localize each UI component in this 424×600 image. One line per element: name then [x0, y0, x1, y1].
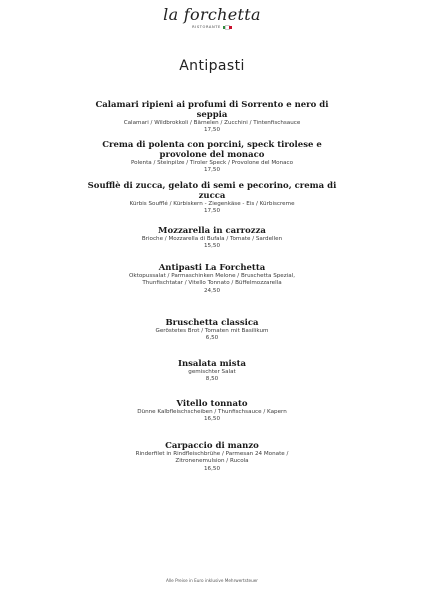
- dish-price: 15,50: [203, 243, 220, 250]
- dish-price: 17,50: [203, 208, 220, 215]
- menu-item: [80, 441, 344, 473]
- logo-subtitle: RISTORANTE: [192, 25, 221, 29]
- dish-description: Oktopussalat / Parmaschinken Melone / Bruschetta Spezial,: [128, 273, 295, 279]
- italian-flag-icon: [223, 26, 232, 29]
- menu-item: [80, 318, 344, 343]
- dish-price: 17,50: [203, 167, 220, 174]
- flag-stripe-red: [229, 26, 232, 29]
- menu-item: [80, 226, 344, 251]
- menu-item: [80, 100, 344, 135]
- dish-name: Vitello tonnato: [176, 399, 248, 409]
- restaurant-logo: [0, 6, 424, 29]
- dish-description: Thunfischtatar / Vitello Tonnato / Büffelmozzarella: [142, 280, 282, 287]
- dish-name: Crema di polenta con porcini, speck tirolese e provolone del monaco: [102, 140, 322, 160]
- menu-item: [80, 399, 344, 424]
- dish-description: gemischter Salat: [188, 369, 236, 375]
- dish-name: Carpaccio di manzo: [165, 441, 259, 451]
- price-note: Alle Preise in Euro inklusive Mehrwertsteuer: [165, 578, 259, 583]
- dish-price: 6,50: [205, 335, 219, 342]
- dish-name: Bruschetta classica: [165, 318, 259, 328]
- logo-subline: [0, 25, 424, 29]
- dish-description: Calamari / Wildbrokkoli / Bärnelen / Zucchini / Tintenfischsauce: [123, 120, 301, 126]
- dish-description: Rinderfilet in Rindfleischbrühe / Parmesan 24 Monate /: [135, 451, 289, 457]
- dish-description: Zitronenemulsion / Rucola: [175, 458, 249, 465]
- logo-wordmark: la forchetta: [163, 5, 261, 24]
- dish-description: Geröstetes Brot / Tomaten mit Basilikum: [155, 328, 269, 334]
- dish-description: Brioche / Mozzarella di Bufala / Tomate / Sardellen: [141, 236, 283, 242]
- dish-description: Dünne Kalbfleischscheiben / Thunfischsauce / Kapern: [137, 409, 287, 415]
- dish-description: Kürbis Soufflé / Kürbiskern - Ziegenkäse - Eis / Kürbiscreme: [129, 201, 295, 207]
- dish-name: Antipasti La Forchetta: [158, 263, 266, 273]
- dish-price: 8,50: [205, 376, 219, 383]
- dish-price: 16,50: [203, 416, 220, 423]
- page-title: Antipasti: [179, 58, 245, 74]
- dish-name: Calamari ripieni ai profumi di Sorrento e nero di seppia: [95, 100, 329, 120]
- menu-item: [80, 263, 344, 295]
- menu-item: [80, 140, 344, 175]
- menu-item: [80, 359, 344, 384]
- menu-item: [80, 181, 344, 216]
- dish-name: Insalata mista: [177, 359, 247, 369]
- dish-description: Polenta / Steinpilze / Tiroler Speck / Provolone del Monaco: [130, 160, 294, 166]
- dish-name: Soufflè di zucca, gelato di semi e pecorino, crema di zucca: [87, 181, 337, 201]
- dish-price: 16,50: [203, 465, 220, 472]
- dish-price: 24,50: [203, 287, 220, 294]
- dish-price: 17,50: [203, 127, 220, 134]
- dish-name: Mozzarella in carrozza: [158, 226, 266, 236]
